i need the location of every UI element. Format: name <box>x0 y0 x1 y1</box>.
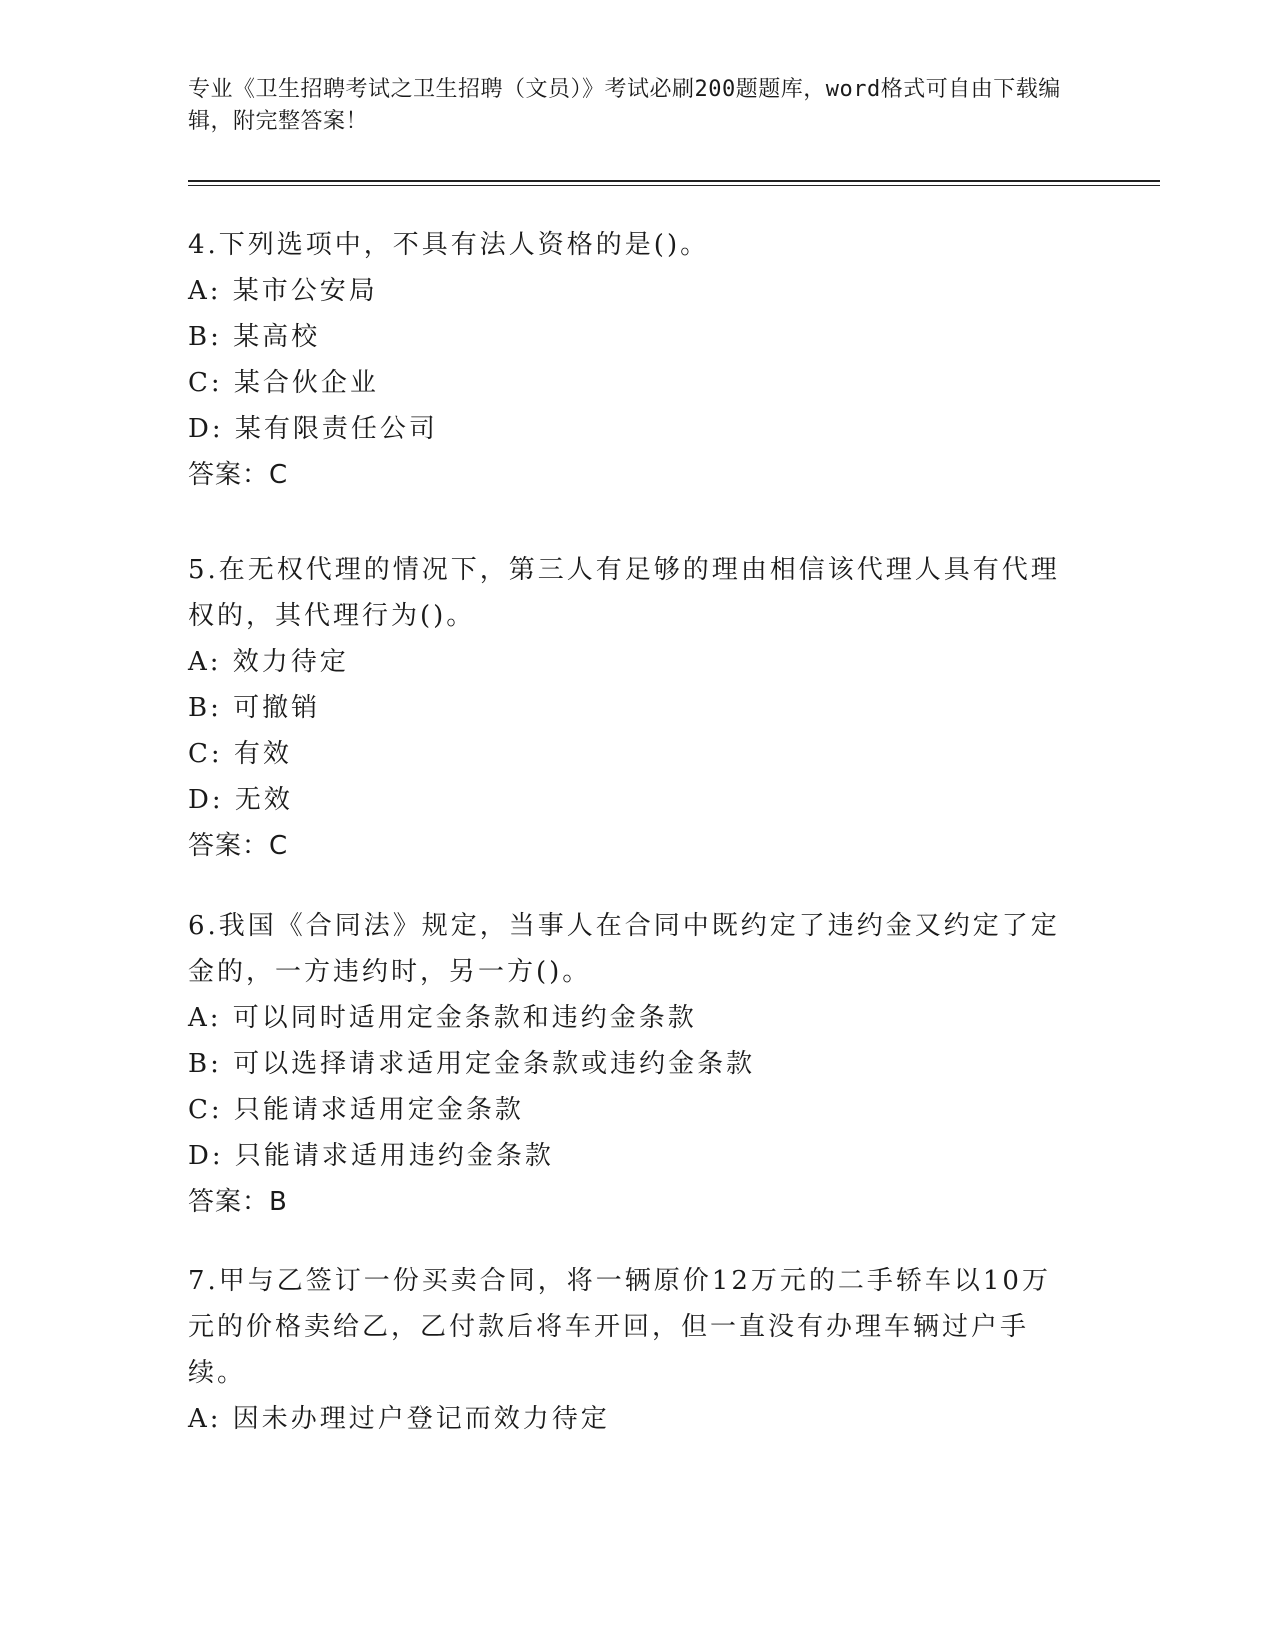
option-b: B: 某高校 <box>188 322 321 352</box>
option-b: B: 可撤销 <box>188 693 321 723</box>
option-d: D: 无效 <box>188 785 293 815</box>
answer: 答案：C <box>188 460 289 490</box>
option-d: D: 只能请求适用违约金条款 <box>188 1141 554 1171</box>
answer: 答案：B <box>188 1187 288 1217</box>
answer: 答案：C <box>188 831 289 861</box>
option-a: A: 因未办理过户登记而效力待定 <box>188 1404 610 1434</box>
question-stem: 7.甲与乙签订一份买卖合同，将一辆原价12万元的二手轿车以10万元的价格卖给乙，乙付款后将车开回，但一直没有办理车辆过户手续。 <box>188 1266 1051 1388</box>
option-a: A: 某市公安局 <box>188 276 378 306</box>
question-7 <box>188 1258 1068 1442</box>
option-c: C: 某合伙企业 <box>188 368 379 398</box>
question-stem: 6.我国《合同法》规定，当事人在合同中既约定了违约金又约定了定金的，一方违约时，另一方()。 <box>188 911 1060 987</box>
question-stem: 5.在无权代理的情况下，第三人有足够的理由相信该代理人具有代理权的，其代理行为()。 <box>188 555 1060 631</box>
option-d: D: 某有限责任公司 <box>188 414 438 444</box>
option-a: A: 可以同时适用定金条款和违约金条款 <box>188 1003 697 1033</box>
document-header-note: 专业《卫生招聘考试之卫生招聘（文员）》考试必刷200题题库，word格式可自由下载编辑，附完整答案！ <box>188 77 1061 134</box>
header-divider <box>188 180 1160 186</box>
question-stem: 4.下列选项中，不具有法人资格的是()。 <box>188 230 710 260</box>
option-a: A: 效力待定 <box>188 647 349 677</box>
option-c: C: 只能请求适用定金条款 <box>188 1095 524 1125</box>
question-4 <box>188 222 1068 498</box>
option-b: B: 可以选择请求适用定金条款或违约金条款 <box>188 1049 756 1079</box>
question-6 <box>188 903 1068 1225</box>
question-5 <box>188 547 1068 869</box>
option-c: C: 有效 <box>188 739 292 769</box>
